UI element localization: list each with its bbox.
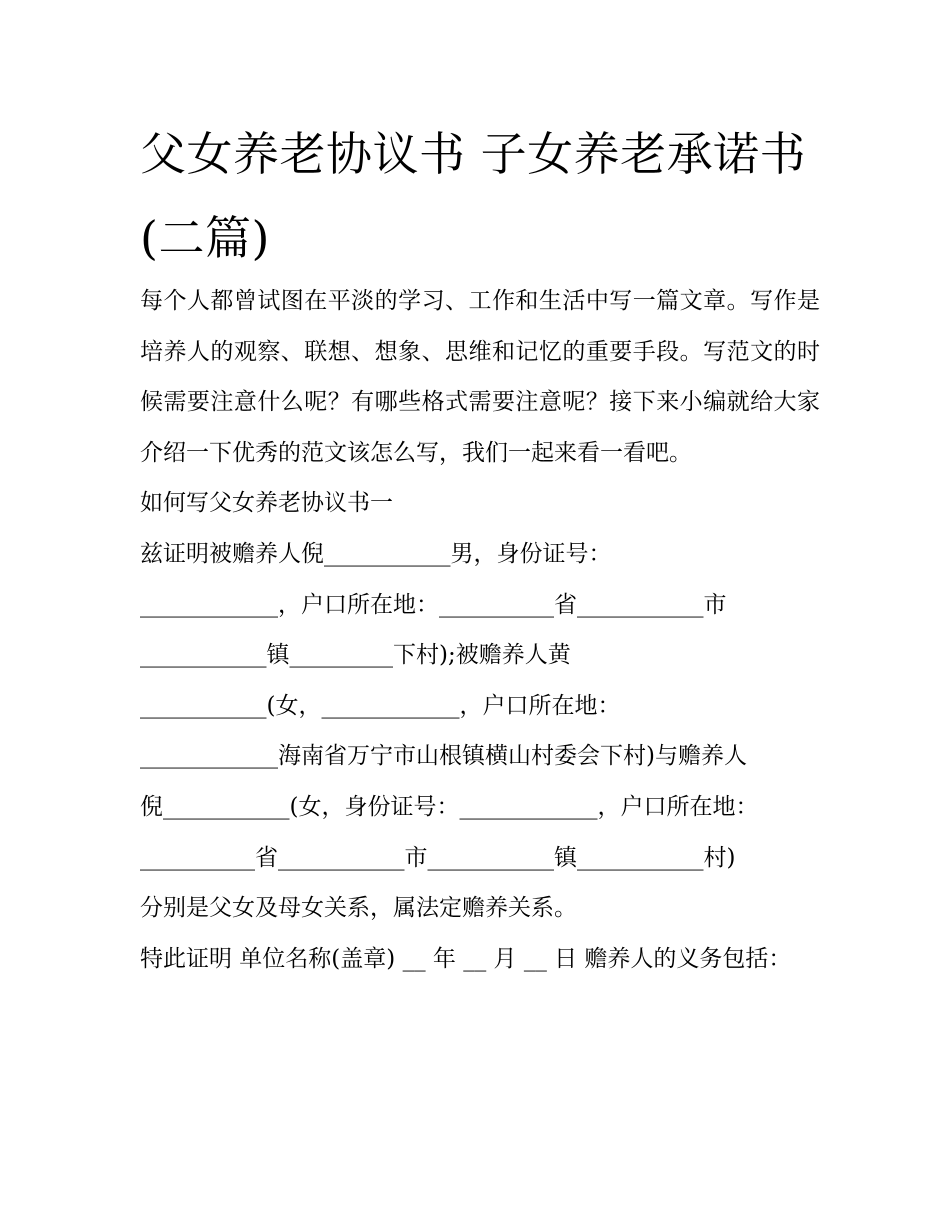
certificate-line: ___________镇_________下村);被赡养人黄 — [140, 642, 571, 669]
certificate-line: __________省___________市___________镇___________村) — [140, 844, 736, 871]
section-heading: 如何写父女养老协议书一 — [140, 490, 393, 517]
certificate-line: ___________(女，____________，户口所在地： — [140, 692, 621, 719]
certificate-line: ____________，户口所在地：__________省___________市 — [140, 591, 727, 618]
relation-statement: 分别是父女及母女关系，属法定赡养关系。 — [140, 895, 577, 922]
document-title: 父女养老协议书 子女养老承诺书(二篇) — [140, 127, 807, 265]
certificate-line: ____________海南省万宁市山根镇横山村委会下村)与赡养人 — [140, 743, 747, 770]
closing-paragraph: 特此证明 单位名称(盖章) __ 年 __ 月 __ 日 赡养人的义务包括： — [140, 945, 792, 972]
certificate-block — [140, 529, 820, 883]
document-body — [140, 276, 820, 984]
certificate-line: 倪___________(女，身份证号：____________，户口所在地： — [140, 793, 759, 820]
intro-paragraph: 每个人都曾试图在平淡的学习、工作和生活中写一篇文章。写作是培养人的观察、联想、想象、思维和记忆的重要手段。写范文的时候需要注意什么呢？有哪些格式需要注意呢？接下来小编就给大家介绍一下优秀的范文该怎么写，我们一起来看一看吧。 — [140, 288, 820, 466]
certificate-line: 兹证明被赡养人倪___________男，身份证号： — [140, 540, 612, 567]
